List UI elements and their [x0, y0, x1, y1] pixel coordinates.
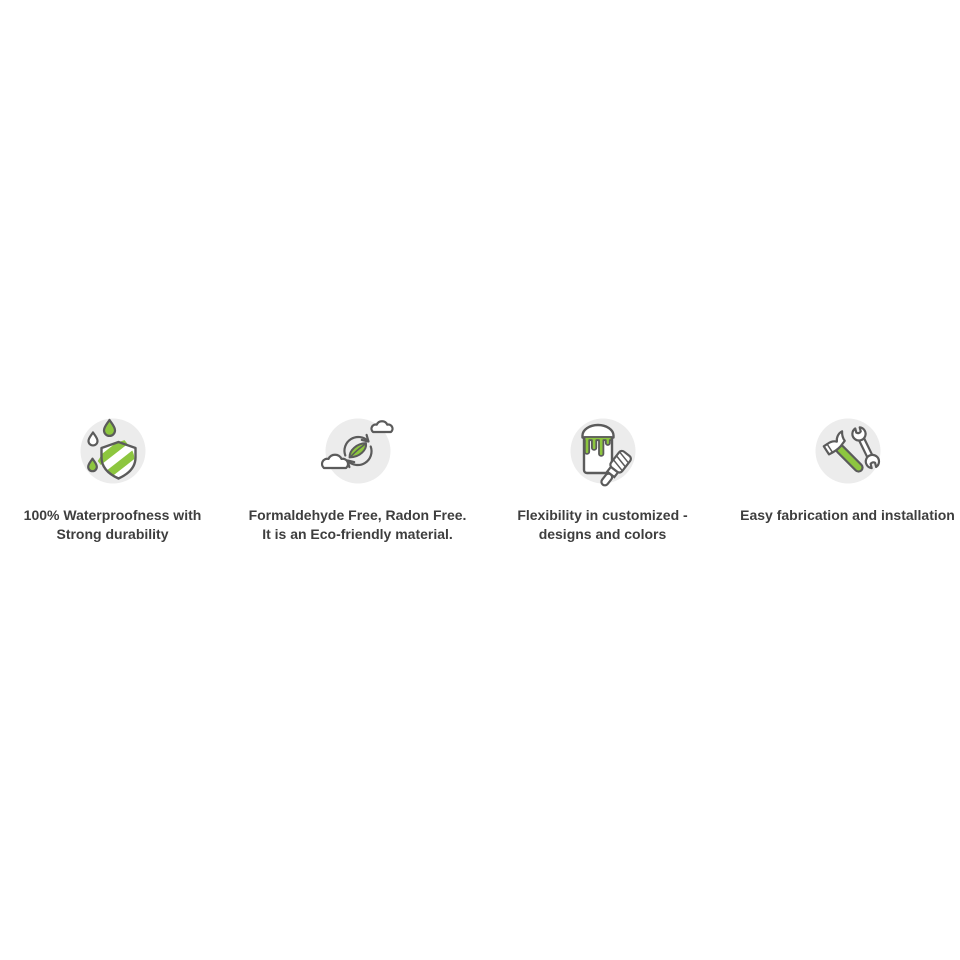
- hammer-wrench-icon: [808, 411, 888, 491]
- feature-label-line: Flexibility in customized -: [517, 507, 688, 523]
- feature-item-waterproofness: [0, 411, 235, 544]
- feature-label-line: It is an Eco-friendly material.: [262, 526, 453, 542]
- feature-label: [740, 506, 955, 525]
- feature-item-easy-installation: [725, 411, 960, 544]
- waterproof-shield-icon: [73, 411, 153, 491]
- feature-label-line: Formaldehyde Free, Radon Free.: [248, 507, 467, 523]
- paint-bucket-brush-icon: [563, 411, 643, 491]
- feature-label-line: Easy fabrication and installation: [740, 507, 955, 523]
- feature-strip: [0, 411, 960, 544]
- feature-label-line: 100% Waterproofness with: [23, 507, 202, 523]
- feature-label: [517, 506, 687, 544]
- feature-item-custom-designs: [480, 411, 725, 544]
- feature-label-line: Strong durability: [56, 526, 169, 542]
- feature-label: [24, 506, 202, 544]
- feature-item-eco-friendly: [235, 411, 480, 544]
- feature-label-line: designs and colors: [538, 526, 667, 542]
- eco-recycle-leaf-icon: [318, 411, 398, 491]
- feature-label: [249, 506, 467, 544]
